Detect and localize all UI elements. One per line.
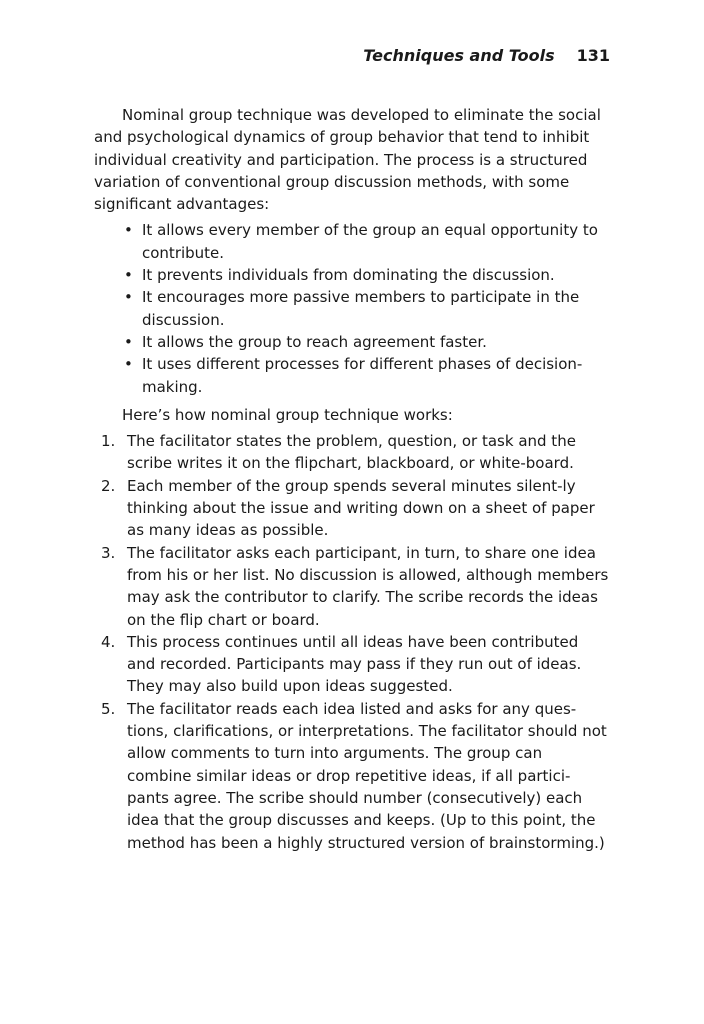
step-text: Each member of the group spends several minutes silent-ly thinking about the issue and writing down on a sheet of paper as many ideas as possible. [127, 476, 595, 540]
step-item [94, 542, 610, 631]
bullet-icon: • [124, 332, 133, 351]
step-item [94, 430, 610, 475]
list-item [94, 219, 610, 264]
list-item-text: It allows every member of the group an equal opportunity to contribute. [142, 221, 598, 262]
list-item [94, 286, 610, 331]
bullet-icon: • [124, 221, 133, 240]
bullet-icon: • [124, 266, 133, 285]
bullet-icon: • [124, 355, 133, 374]
list-item-text: It encourages more passive members to participate in the discussion. [142, 288, 580, 329]
list-item [94, 264, 610, 286]
step-item [94, 631, 610, 698]
bullet-icon: • [124, 288, 133, 307]
step-item [94, 475, 610, 542]
step-text: The facilitator reads each idea listed and asks for any ques-tions, clarifications, or interpretations. The facilitator should not allow comments to turn into arguments. The group can combine similar ideas or drop repetitive ideas, if all partici-pants agree. The scribe should number (consecutively) each idea that the group discusses and keeps. (Up to this point, the method has been a highly structured version of brainstorming.) [127, 699, 607, 852]
list-item-text: It uses different processes for different phases of decision-making. [142, 355, 583, 396]
step-number: 4. [101, 632, 116, 651]
step-text: The facilitator states the problem, question, or task and the scribe writes it on the flipchart, blackboard, or white-board. [127, 432, 576, 473]
section-title: Techniques and Tools [363, 46, 555, 65]
list-item [94, 331, 610, 353]
step-number: 5. [101, 699, 116, 718]
page-number: 131 [576, 46, 610, 65]
running-head [363, 46, 610, 65]
step-text: This process continues until all ideas have been contributed and recorded. Participants may pass if they run out of ideas. They may also build upon ideas suggested. [127, 632, 582, 696]
step-number: 2. [101, 476, 116, 495]
advantages-list [94, 219, 610, 397]
step-number: 1. [101, 432, 116, 451]
list-item [94, 353, 610, 398]
body-text [94, 104, 610, 854]
step-text: The facilitator asks each participant, in turn, to share one idea from his or her list. No discussion is allowed, although members may ask the contributor to clarify. The scribe records the ideas on the flip chart or board. [127, 543, 609, 629]
step-number: 3. [101, 543, 116, 562]
step-item [94, 698, 610, 854]
how-it-works-intro: Here’s how nominal group technique works: [122, 405, 453, 424]
list-item-text: It allows the group to reach agreement faster. [142, 332, 487, 351]
intro-paragraph: Nominal group technique was developed to eliminate the social and psychological dynamics of group behavior that tend to inhibit individual creativity and participation. The process is a structured variation of conventional group discussion methods, with some significant advantages: [94, 106, 601, 214]
list-item-text: It prevents individuals from dominating the discussion. [142, 266, 555, 285]
steps-list [94, 430, 610, 854]
